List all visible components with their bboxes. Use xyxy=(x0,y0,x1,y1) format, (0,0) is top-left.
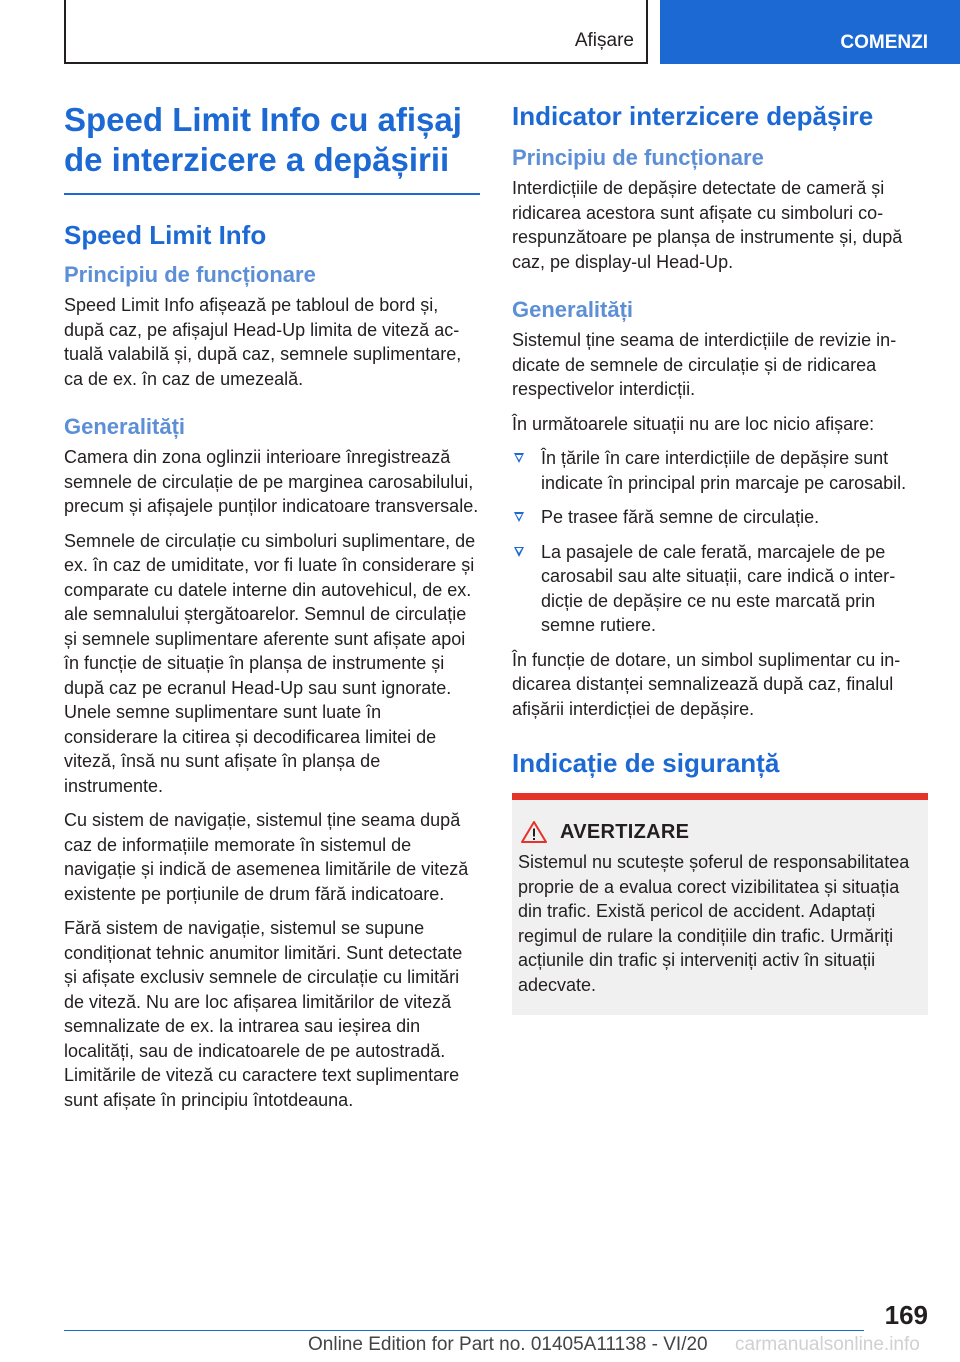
general-paragraph-right-3: În funcție de dotare, un simbol suplimentar cu indicarea distanței semnalizează după caz, finalul afișării interdicției de depășire. xyxy=(512,649,901,719)
general-paragraph-4: Fără sistem de navigație, sistemul se supune condiționat tehnic anumitor limitări. Sunt detectate și afișate exclusiv semnele de circulație cu limitări de viteză. Nu are loc afișarea limitărilor de viteză semnalizate de ex. la intrarea sau ieșirea din localități, sau de indicatoarele de pe autostradă. Limitările de viteză cu caractere text suplimentare sunt afișate în principiu întotdeauna. xyxy=(64,918,463,1110)
situations-list xyxy=(512,446,928,638)
main-title: Speed Limit Info cu afișaj de interzicere a depășirii xyxy=(64,101,462,178)
list-arrow-icon xyxy=(514,547,524,557)
principle-paragraph-left: Speed Limit Info afișează pe tabloul de bord și, după caz, pe afișajul Head-Up limita de viteză actuală valabilă și, după caz, semnele suplimentare, ca de ex. în caz de umezeală. xyxy=(64,295,462,389)
chapter-tab xyxy=(660,0,960,64)
warning-text: Sistemul nu scutește șoferul de responsabilitatea proprie de a evalua corect vizibilitatea și situația din trafic. Există pericol de accident. Adaptați regimul de rulare la condițiile din trafic. Urmăriți acțiunile din trafic și interveniți activ în situații adecvate. xyxy=(518,852,910,995)
section-tab-label: Afișare xyxy=(574,30,634,51)
footer-watermark: carmanualsonline.info xyxy=(735,1334,920,1355)
safety-heading: Indicație de siguranță xyxy=(512,748,780,778)
list-arrow-icon xyxy=(514,453,524,463)
warning-triangle-icon xyxy=(520,820,548,844)
right-column xyxy=(512,100,928,1015)
general-heading-right: Generalități xyxy=(512,297,634,322)
principle-paragraph-right: Interdicțiile de depășire detectate de cameră și ridicarea acestora sunt afișate cu simboluri corespunzătoare pe planșa de instrumente și, după caz, pe display-ul Head-Up. xyxy=(512,178,903,272)
left-column xyxy=(64,100,480,1122)
page-number: 169 xyxy=(884,1300,928,1330)
warning-box xyxy=(512,793,928,1015)
chapter-tab-label: COMENZI xyxy=(840,32,928,53)
list-item: Pe trasee fără semne de circulație. xyxy=(512,505,928,530)
principle-heading-right: Principiu de funcționare xyxy=(512,145,764,170)
main-title-block xyxy=(64,100,480,195)
general-paragraph-1: Camera din zona oglinzii interioare înregistrează semnele de circulație de pe marginea carosabilului, precum și afișajele punților indicatoare transversale. xyxy=(64,447,479,516)
principle-heading-left: Principiu de funcționare xyxy=(64,262,316,287)
general-paragraph-3: Cu sistem de navigație, sistemul ține seama după caz de informațiile memorate în sistemul de navigație și indică de asemenea limitările de viteză existente pe porțiunile de drum fără indicatoare. xyxy=(64,810,469,904)
footer-edition: Online Edition for Part no. 01405A11138 - VI/20 xyxy=(308,1334,708,1355)
general-paragraph-right-2: În următoarele situații nu are loc nicio afișare: xyxy=(512,413,875,434)
page-header xyxy=(0,0,960,66)
warning-header xyxy=(518,820,922,844)
section-tab xyxy=(64,0,648,64)
overtaking-heading: Indicator interzicere depășire xyxy=(512,101,874,131)
speed-limit-info-heading: Speed Limit Info xyxy=(64,220,267,250)
list-arrow-icon xyxy=(514,512,524,522)
general-heading-left: Generalități xyxy=(64,414,186,439)
footer-divider xyxy=(64,1330,864,1331)
general-paragraph-right-1: Sistemul ține seama de interdicțiile de revizie indicate de semnele de circulație și de ridicarea respectivelor interdicții. xyxy=(512,330,897,399)
general-paragraph-2: Semnele de circulație cu simboluri suplimentare, de ex. în caz de umiditate, vor fi luate în considerare și comparate cu datele interne din autovehicul, de ex. ale semnalului ștergătoarelor. Semnul de circulație și semnele suplimentare aferente sunt afișate apoi în funcție de situație în planșa de instrumente și după caz pe ecranul Head-Up sau sunt ignorate. Unele semne suplimentare sunt luate în considerare la citirea și decodificarea limitei de viteză, însă nu sunt afișate în planșa de instrumente. xyxy=(64,530,476,796)
list-item: La pasajele de cale ferată, marcajele de pe carosabil sau alte situații, care indică o interdicție de depășire ce nu este marcată prin semne rutiere. xyxy=(512,540,928,638)
list-item: În țările în care interdicțiile de depășire sunt indicate în principal prin marcaje pe carosabil. xyxy=(512,446,928,495)
warning-title: AVERTIZARE xyxy=(560,820,690,843)
